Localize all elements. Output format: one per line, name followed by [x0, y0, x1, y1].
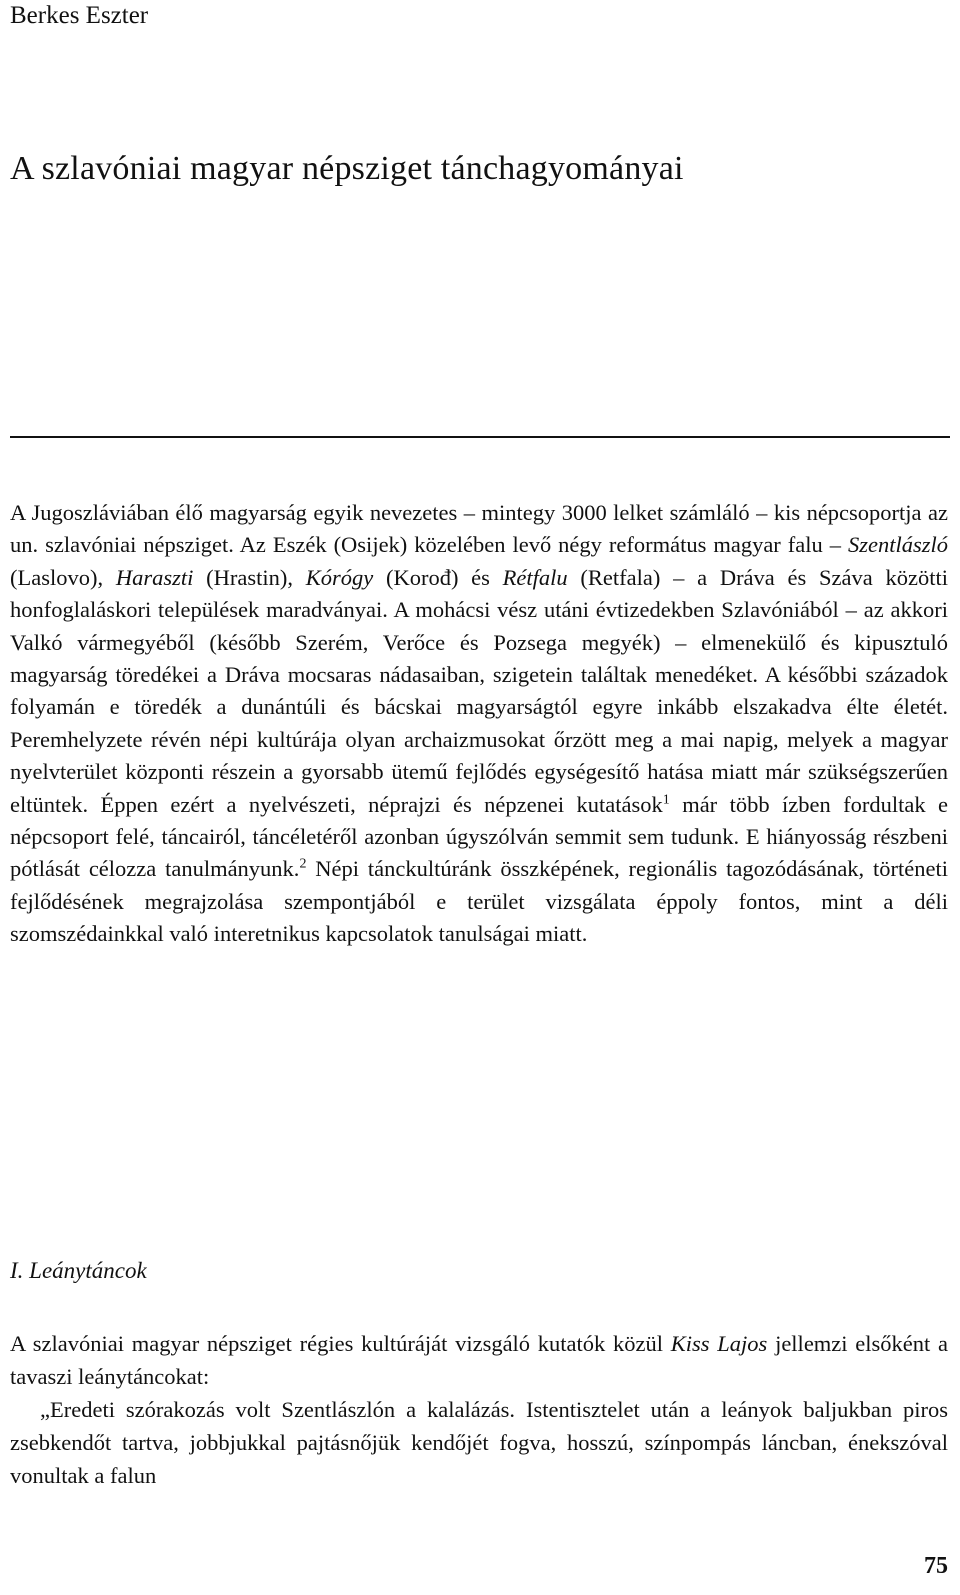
intro-text-5: (Retfala) – a Dráva és Száva közötti honfoglaláskori települések maradványai. A mohácsi vész utáni évtizedekben Szlavóniából – az akkori Valkó vármegyéből (később Szerém, Verőce és Pozsega megyék) – elmenekülő és kipusztuló magyarság töredékei a Dráva mocsaras nádasaiban, szigetein találtak menedéket. A későbbi századok folyamán e töredék a dunántúli és bácskai magyarságtól egyre inkább elszakadva élte életét. Peremhelyzete révén népi kultúrája olyan archaizmusokat őrzött meg a mai napig, melyek a magyar nyelvterület központi részein a gyorsabb ütemű fejlődés egységesítő hatása miatt már szükségszerűen eltüntek. Éppen ezért a nyelvészeti, néprajzi és népzenei kutatások	[10, 564, 948, 817]
footnote-ref-1[interactable]: 1	[662, 792, 670, 808]
cited-author: Kiss Lajos	[670, 1331, 768, 1356]
place-name-szentlaszlo: Szentlászló	[847, 532, 948, 558]
intro-paragraph	[10, 497, 948, 951]
place-name-retfalu: Rétfalu	[502, 564, 568, 590]
place-name-korogy: Kórógy	[305, 564, 374, 590]
footnote-ref-2[interactable]: 2	[299, 856, 307, 872]
intro-text-4: (Korođ) és	[373, 564, 503, 590]
intro-text-6: már több ízben fordultak e népcsoport felé, táncairól, táncéletéről azonban úgyszólván semmit sem tudunk. E hiányosság részbeni pótlását célozza tanulmányunk.	[10, 791, 949, 882]
section-heading: I. Leánytáncok	[10, 1258, 147, 1283]
section-paragraph	[10, 1327, 948, 1393]
section-text-2: jellemzi elsőként a tavaszi leánytáncokat:	[10, 1331, 948, 1389]
intro-text-2: (Laslovo),	[10, 564, 116, 590]
title-divider	[10, 436, 950, 438]
intro-text-1: A Jugoszláviában élő magyarság egyik nevezetes – mintegy 3000 lelket számláló – kis népcsoportja az un. szlavóniai népsziget. Az Eszék (Osijek) közelében levő négy református magyar falu –	[10, 500, 948, 558]
article-title: A szlavóniai magyar népsziget tánchagyományai	[10, 150, 684, 187]
place-name-haraszti: Haraszti	[115, 564, 194, 590]
intro-text-7: Népi tánckultúránk összképének, regionális tagozódásának, történeti fejlődésének megrajzolása szempontjából e terület vizsgálata éppoly fontos, mint a déli szomszédainkkal való interetnikus kapcsolatok tanulságai miatt.	[10, 856, 948, 947]
section-body	[10, 1327, 948, 1492]
section-text-1: A szlavóniai magyar népsziget régies kultúráját vizsgáló kutatók közül	[10, 1331, 671, 1356]
quotation: „Eredeti szórakozás volt Szentlászlón a kalalázás. Istentisztelet után a leányok baljukban piros zsebkendőt tartva, jobbjukkal pajtásnőjük kendőjét fogva, hosszú, színpompás láncban, énekszóval vonultak a falun	[10, 1397, 948, 1488]
author-name: Berkes Eszter	[10, 2, 149, 29]
page-number: 75	[924, 1553, 948, 1579]
intro-text-3: (Hrastin),	[193, 564, 306, 590]
